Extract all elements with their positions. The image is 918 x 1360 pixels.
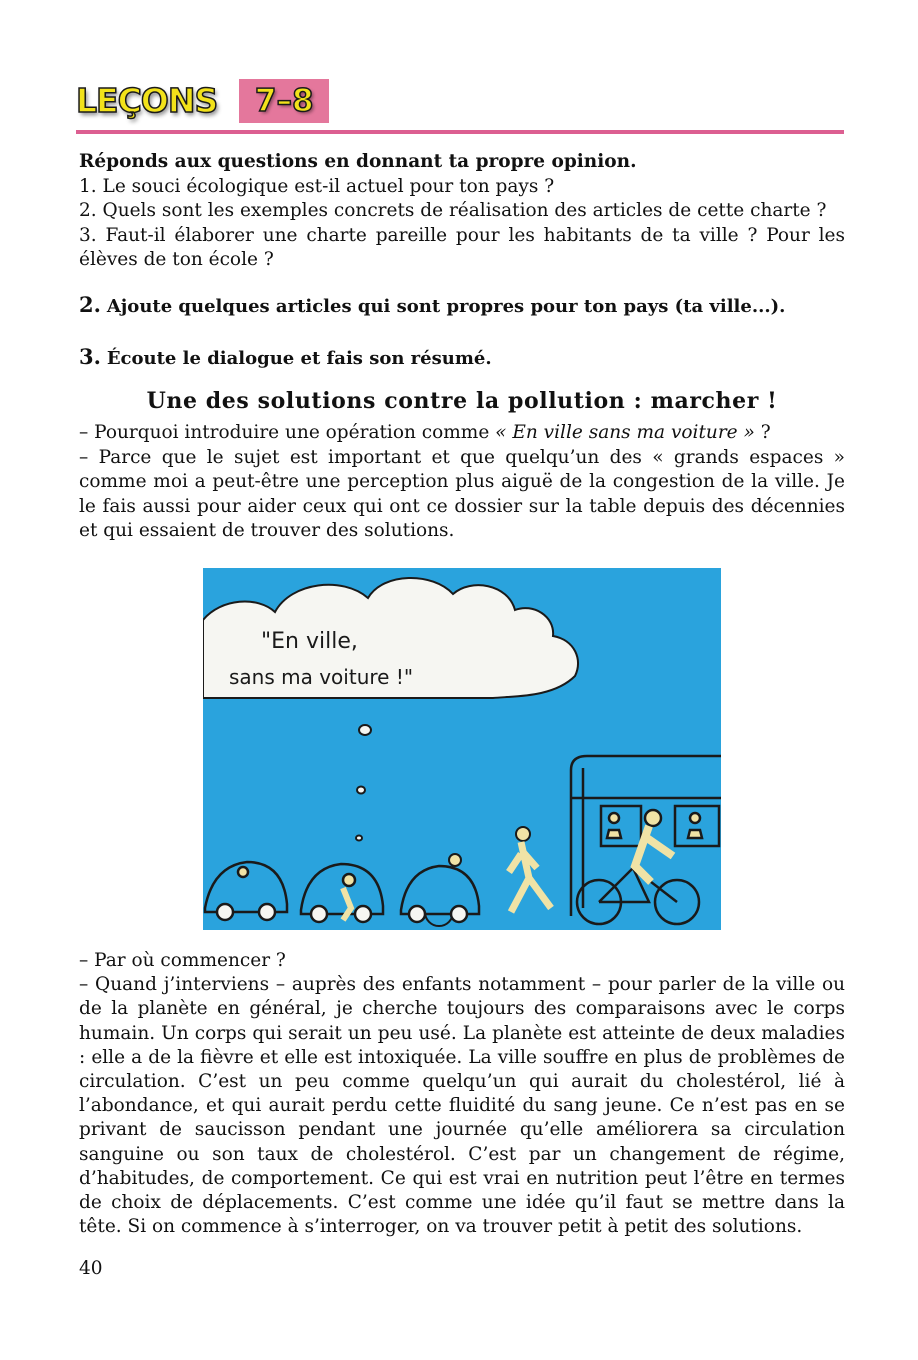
task3-text: Écoute le dialogue et fais son résumé. xyxy=(106,348,492,369)
cloud-text-line-2: sans ma voiture !" xyxy=(229,665,414,689)
dialogue-continued xyxy=(79,949,845,1239)
thought-bubble xyxy=(356,836,362,841)
lesson-header xyxy=(76,78,329,124)
lessons-label: LEÇONS xyxy=(76,81,218,120)
task1-question-3: 3. Faut-il élaborer une charte pareille pour les habitants de ta ville ? Pour les élèves de ton école ? xyxy=(79,224,845,270)
task3-number: 3. xyxy=(79,344,101,369)
task1-heading: Réponds aux questions en donnant ta propre opinion. xyxy=(79,151,637,172)
dialogue-title: Une des solutions contre la pollution : marcher ! xyxy=(146,387,778,414)
task2-text: Ajoute quelques articles qui sont propres pour ton pays (ta ville...). xyxy=(106,295,786,317)
lesson-number-badge: 7–8 xyxy=(239,79,329,123)
exercises-section xyxy=(79,150,845,544)
task1-question-2: 2. Quels sont les exemples concrets de réalisation des articles de cette charte ? xyxy=(79,200,827,221)
header-divider xyxy=(76,130,844,134)
dialogue-line-2: – Parce que le sujet est important et que quelqu’un des « grands espaces » comme moi a peut-être une perception plus aiguë de la congestion de la ville. Je le fais aussi pour aider ceux qui ont ce dossier sur la table depuis des décennies et qui essaient de trouver des solutions. xyxy=(79,446,845,541)
task2-number: 2. xyxy=(79,291,101,317)
dialogue-line-1-prefix: – Pourquoi introduire une opération comme xyxy=(79,422,496,443)
dialogue-line-3: – Par où commencer ? xyxy=(79,950,286,971)
operation-name: « En ville sans ma voiture » xyxy=(495,422,755,443)
dialogue-line-4: – Quand j’interviens – auprès des enfants notamment – pour parler de la ville ou de la planète en général, je cherche toujours des comparaisons avec le corps humain. Un corps qui serait un peu usé. La planète est atteinte de deux maladies : elle a de la fièvre et elle est intoxiquée. La ville souffre en plus de problèmes de circulation. C’est un peu comme quelqu’un qui aurait du cholestérol, lié à l’abondance, et qui aurait perdu cette fluidité du sang jeune. Ce n’est pas en se privant de saucisson pendant une journée qu’elle améliorera sa circulation sanguine ou son taux de cholestérol. C’est par un changement de régime, d’habitudes, de comportement. Ce qui est vrai en nutrition peut l’être en termes de choix de déplacements. C’est comme une idée qu’il faut se mettre dans la tête. Si on commence à s’interroger, on va trouver petit à petit des solutions. xyxy=(79,974,845,1238)
city-without-car-illustration xyxy=(203,568,721,930)
task2 xyxy=(79,293,845,320)
cloud-text-line-1: "En ville, xyxy=(261,629,358,654)
dialogue-line-1 xyxy=(79,421,845,446)
task1-question-1: 1. Le souci écologique est-il actuel pour ton pays ? xyxy=(79,175,555,197)
dialogue-line-1-suffix: ? xyxy=(754,422,771,443)
thought-bubble xyxy=(357,787,365,794)
task3 xyxy=(79,345,845,372)
page-number: 40 xyxy=(79,1258,103,1279)
thought-bubble xyxy=(359,725,371,735)
